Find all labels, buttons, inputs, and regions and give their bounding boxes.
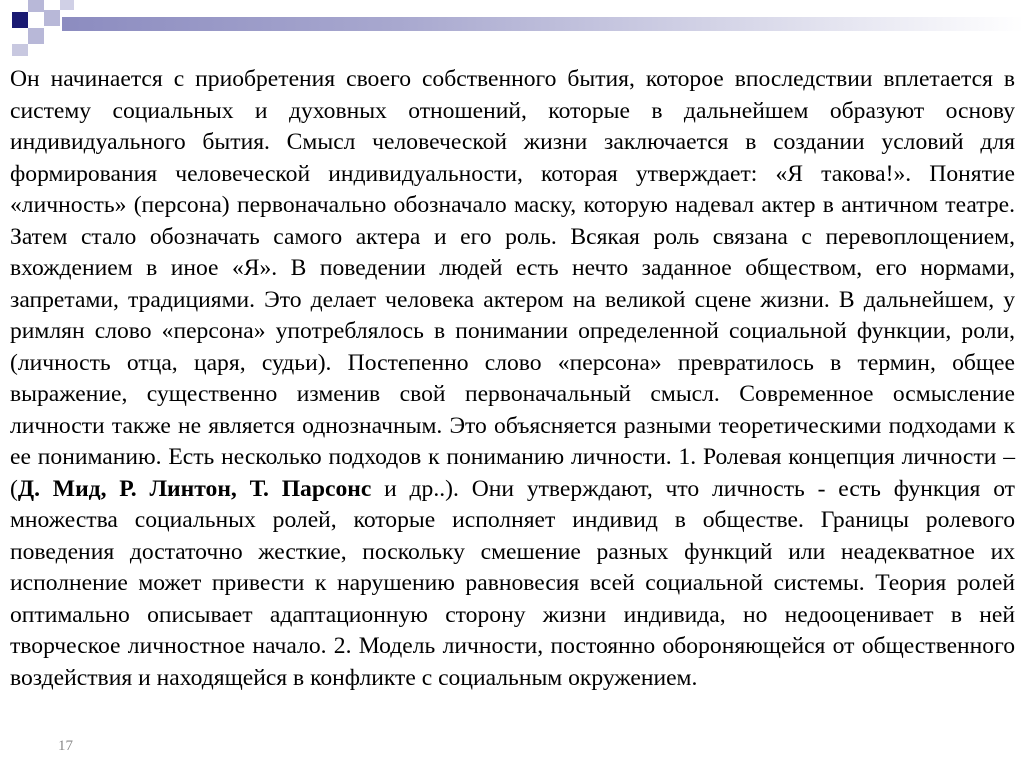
- decor-square: [12, 44, 28, 56]
- bold-author-names: Д. Мид, Р. Линтон, Т. Парсонс: [17, 475, 372, 502]
- body-text-part-2: и др..). Они утверждают, что личность - есть функция от множества социальных ролей, которые исполняет индивид в обществе. Границы ролевого поведения достаточно жесткие, поскольку смешение разных функций или неадекватное их исполнение может привести к нарушению равновесия всей социальной системы. Теория ролей оптимально описывает адаптационную сторону жизни индивида, но недооценивает в ней творческое личностное начало. 2. Модель личности, постоянно обороняющейся от общественного воздействия и находящейся в конфликте с социальным окружением.: [10, 475, 1015, 691]
- body-text-part-1: Он начинается с приобретения своего собственного бытия, которое впоследствии вплетается в систему социальных и духовных отношений, которые в дальнейшем образуют основу индивидуального бытия. Смысл человеческой жизни заключается в создании условий для формирования человеческой индивидуальности, которая утверждает: «Я такова!». Понятие «личность» (персона) первоначально обозначало маску, которую надевал актер в античном театре. Затем стало обозначать самого актера и его роль. Всякая роль связана с перевоплощением, вхождением в иное «Я». В поведении людей есть нечто заданное обществом, его нормами, запретами, традициями. Это делает человека актером на великой сцене жизни. В дальнейшем, у римлян слово «персона» употреблялось в понимании определенной социальной функции, роли, (личность отца, царя, судьи). Постепенно слово «персона» превратилось в термин, общее выражение, существенно изменив свой первоначальный смысл. Современное осмысление личности также не является однозначным. Это объясняется разными теоретическими подходами к ее пониманию. Есть несколько подходов к пониманию личности. 1. Ролевая концепция личности – (: [10, 66, 1015, 502]
- decor-square: [60, 0, 74, 10]
- header-gradient-bar: [62, 17, 1024, 31]
- decor-square: [44, 10, 60, 26]
- decor-square: [28, 0, 44, 12]
- decor-square-dark: [12, 12, 28, 28]
- slide-body-text: [10, 64, 1015, 694]
- slide-number: 17: [58, 738, 73, 754]
- decor-square: [28, 28, 44, 44]
